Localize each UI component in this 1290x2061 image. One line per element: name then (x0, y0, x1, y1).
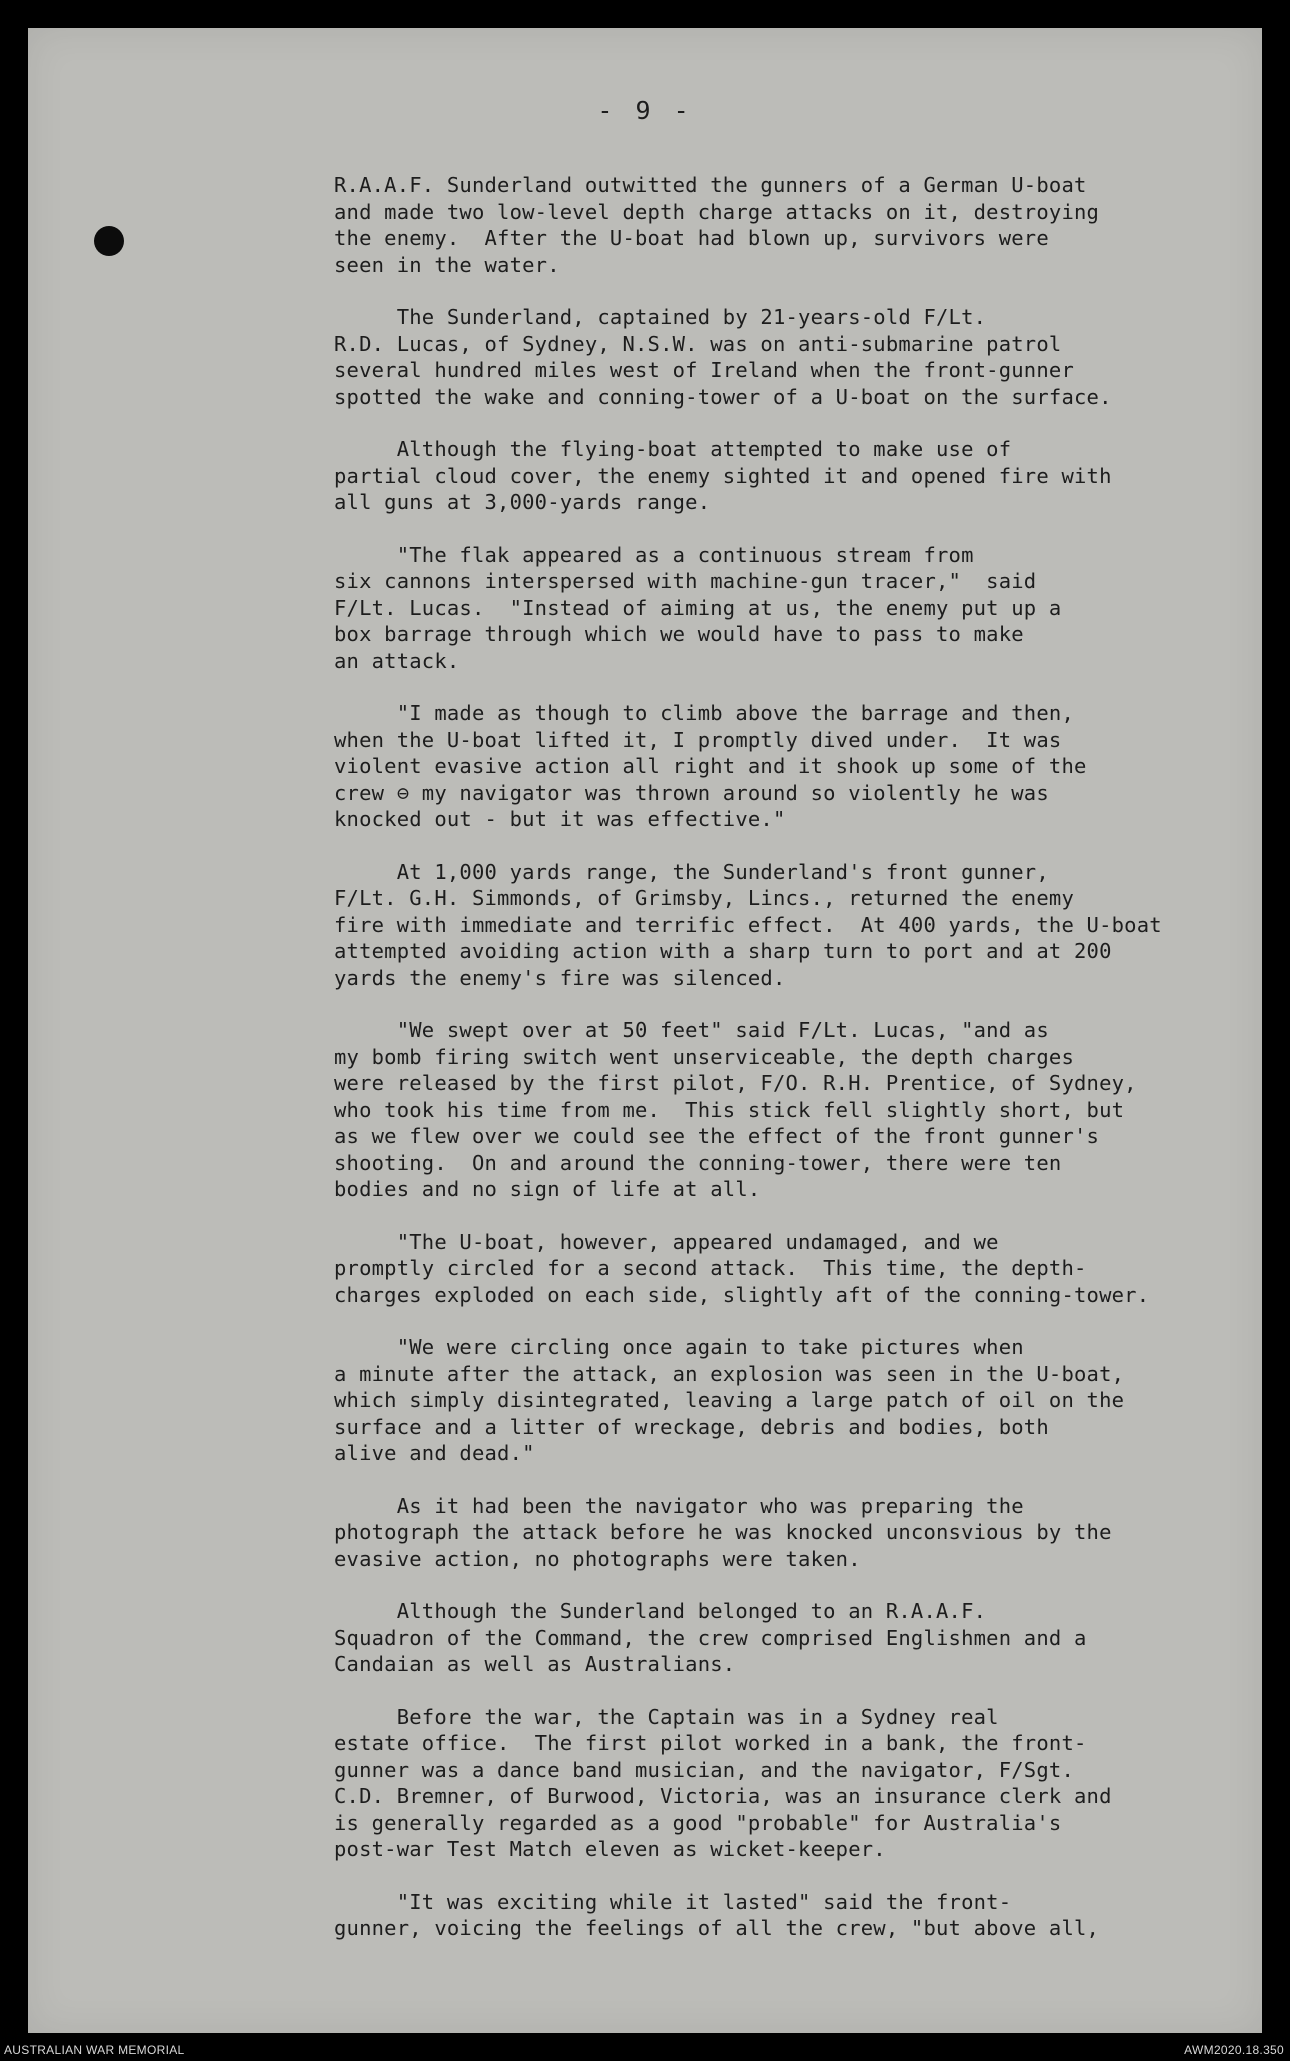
text-line: post-war Test Match eleven as wicket-keeper. (334, 1837, 886, 1861)
text-line: as we flew over we could see the effect of the front gunner's (334, 1124, 1100, 1148)
text-line: evasive action, no photographs were taken. (334, 1546, 861, 1571)
text-line: charges exploded on each side, slightly aft of the conning-tower. (334, 1282, 1150, 1307)
text-line: box barrage through which we would have to pass to make (334, 622, 1024, 646)
text-line: spotted the wake and conning-tower of a U-boat on the surface. (334, 384, 1112, 409)
text-line: The Sunderland, captained by 21-years-old F/Lt. (334, 305, 987, 329)
archive-reference: AWM2020.18.350 (1184, 2043, 1284, 2057)
text-line: R.D. Lucas, of Sydney, N.S.W. was on anti-submarine patrol (334, 331, 1062, 356)
text-line: a minute after the attack, an explosion was seen in the U-boat, (334, 1361, 1125, 1386)
text-line: is generally regarded as a good "probable" for Australia's (334, 1810, 1062, 1835)
punch-hole (94, 226, 124, 256)
text-line: "We were circling once again to take pictures when (334, 1335, 1024, 1359)
text-line: and made two low-level depth charge attacks on it, destroying (334, 199, 1100, 224)
text-line: estate office. The first pilot worked in a bank, the front- (334, 1731, 1087, 1755)
text-line: Squadron of the Command, the crew comprised Englishmen and a (334, 1625, 1087, 1650)
text-line: all guns at 3,000-yards range. (334, 490, 711, 514)
paragraph (334, 1334, 1214, 1467)
text-line: "The U-boat, however, appeared undamaged, and we (334, 1229, 999, 1254)
text-line: the enemy. After the U-boat had blown up, survivors were (334, 226, 1049, 250)
text-line: crew ⊖ my navigator was thrown around so violently he was (334, 780, 1049, 805)
text-line: C.D. Bremner, of Burwood, Victoria, was an insurance clerk and (334, 1784, 1112, 1808)
text-line: Although the Sunderland belonged to an R.A.A.F. (334, 1599, 987, 1623)
paragraph (334, 436, 1214, 516)
text-line: F/Lt. G.H. Simmonds, of Grimsby, Lincs., returned the enemy (334, 886, 1074, 910)
text-line: photograph the attack before he was knocked unconsvious by the (334, 1520, 1112, 1544)
text-line: several hundred miles west of Ireland when the front-gunner (334, 358, 1074, 382)
text-line: knocked out - but it was effective." (334, 807, 786, 831)
text-line: who took his time from me. This stick fell slightly short, but (334, 1097, 1125, 1122)
text-line: violent evasive action all right and it shook up some of the (334, 754, 1087, 778)
text-line: bodies and no sign of life at all. (334, 1177, 761, 1201)
paragraph (334, 304, 1214, 410)
text-line: which simply disintegrated, leaving a large patch of oil on the (334, 1388, 1125, 1412)
text-line: six cannons interspersed with machine-gun tracer," said (334, 569, 1037, 593)
text-line: my bomb firing switch went unserviceable, the depth charges (334, 1044, 1074, 1069)
paragraph (334, 700, 1214, 833)
text-line: seen in the water. (334, 252, 560, 277)
paragraph (334, 542, 1214, 675)
text-line: an attack. (334, 648, 460, 673)
paragraph (334, 1704, 1214, 1863)
text-line: "It was exciting while it lasted" said the front- (334, 1889, 1012, 1914)
text-line: yards the enemy's fire was silenced. (334, 965, 786, 990)
archive-credit: AUSTRALIAN WAR MEMORIAL (4, 2043, 185, 2057)
text-line: gunner, voicing the feelings of all the crew, "but above all, (334, 1916, 1100, 1940)
text-line: R.A.A.F. Sunderland outwitted the gunners of a German U-boat (334, 173, 1087, 197)
paragraph (334, 1598, 1214, 1678)
text-line: "I made as though to climb above the barrage and then, (334, 701, 1074, 725)
text-line: F/Lt. Lucas. "Instead of aiming at us, the enemy put up a (334, 595, 1062, 620)
text-line: surface and a litter of wreckage, debris and bodies, both (334, 1414, 1049, 1439)
text-line: attempted avoiding action with a sharp turn to port and at 200 (334, 939, 1112, 963)
paragraph (334, 172, 1214, 278)
text-line: "The flak appeared as a continuous stream from (334, 542, 974, 567)
text-line: promptly circled for a second attack. This time, the depth- (334, 1256, 1087, 1280)
typewritten-text (334, 172, 1214, 1968)
text-line: As it had been the navigator who was preparing the (334, 1493, 1024, 1518)
text-line: were released by the first pilot, F/O. R.H. Prentice, of Sydney, (334, 1071, 1137, 1095)
text-line: fire with immediate and terrific effect. At 400 yards, the U-boat (334, 912, 1162, 937)
text-line: shooting. On and around the conning-tower, there were ten (334, 1150, 1062, 1175)
paragraph (334, 1229, 1214, 1309)
paragraph (334, 1017, 1214, 1203)
text-line: when the U-boat lifted it, I promptly dived under. It was (334, 727, 1062, 752)
text-line: gunner was a dance band musician, and the navigator, F/Sgt. (334, 1757, 1074, 1782)
text-line: alive and dead." (334, 1441, 535, 1465)
paragraph (334, 1493, 1214, 1573)
text-line: At 1,000 yards range, the Sunderland's front gunner, (334, 859, 1049, 884)
text-line: Although the flying-boat attempted to make use of (334, 437, 1012, 461)
text-line: partial cloud cover, the enemy sighted it and opened fire with (334, 463, 1112, 488)
text-line: Candaian as well as Australians. (334, 1652, 736, 1676)
text-line: "We swept over at 50 feet" said F/Lt. Lucas, "and as (334, 1018, 1049, 1042)
paragraph (334, 1889, 1214, 1942)
paragraph (334, 859, 1214, 992)
page-number: - 9 - (597, 96, 693, 125)
text-line: Before the war, the Captain was in a Sydney real (334, 1704, 999, 1729)
